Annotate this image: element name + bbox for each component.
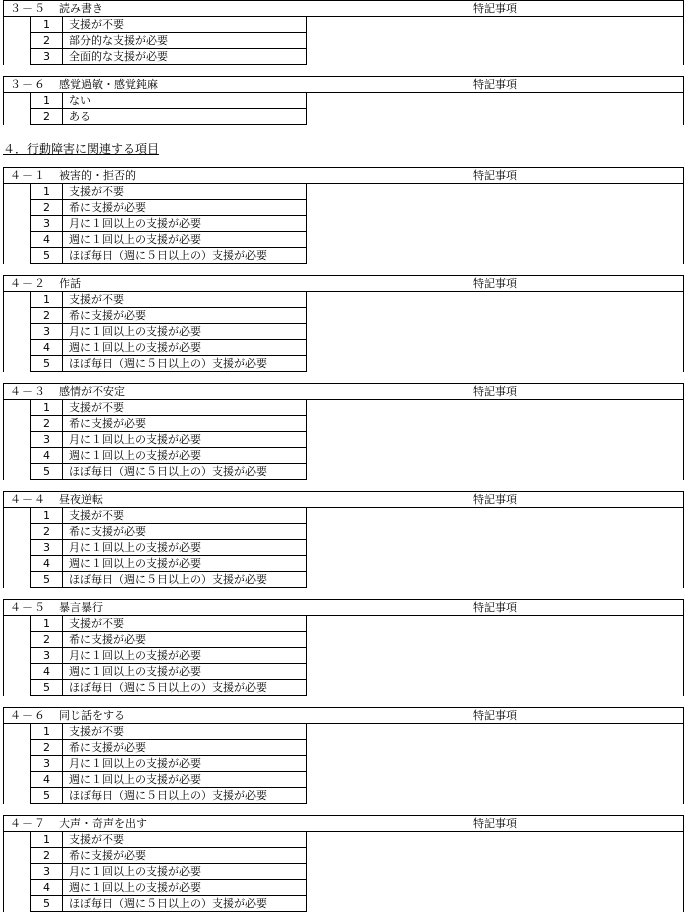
item-number: ４－５ xyxy=(10,601,46,614)
option-label: 支援が不要 xyxy=(69,617,124,630)
special-notes-field[interactable] xyxy=(306,508,683,588)
option-row[interactable] xyxy=(30,432,307,448)
option-number: 3 xyxy=(31,540,63,555)
option-row[interactable] xyxy=(30,572,307,588)
option-label: 希に支援が必要 xyxy=(69,633,146,646)
special-notes-field[interactable] xyxy=(306,184,683,264)
item-header xyxy=(4,600,683,616)
item-header xyxy=(4,1,683,17)
option-label: ほぼ毎日（週に５日以上の）支援が必要 xyxy=(69,357,267,370)
item-title: 作話 xyxy=(59,277,81,290)
option-row[interactable] xyxy=(30,416,307,432)
option-label: 支援が不要 xyxy=(69,833,124,846)
special-notes-header: 特記事項 xyxy=(473,817,517,830)
option-row[interactable] xyxy=(30,524,307,540)
option-number: 2 xyxy=(31,33,63,48)
option-label: ある xyxy=(69,110,91,123)
option-row[interactable] xyxy=(30,616,307,632)
option-label: 月に１回以上の支援が必要 xyxy=(69,217,201,230)
option-label: 月に１回以上の支援が必要 xyxy=(69,757,201,770)
option-number: 1 xyxy=(31,184,63,199)
item-header xyxy=(4,168,683,184)
option-label: 週に１回以上の支援が必要 xyxy=(69,233,201,246)
option-label: 部分的な支援が必要 xyxy=(69,34,168,47)
option-row[interactable] xyxy=(30,184,307,200)
option-row[interactable] xyxy=(30,756,307,772)
option-row[interactable] xyxy=(30,880,307,896)
options-area xyxy=(4,292,683,372)
special-notes-field[interactable] xyxy=(306,724,683,804)
item-title: 感情が不安定 xyxy=(59,385,125,398)
option-label: 週に１回以上の支援が必要 xyxy=(69,449,201,462)
option-label: 支援が不要 xyxy=(69,18,124,31)
option-row[interactable] xyxy=(30,17,307,33)
option-row[interactable] xyxy=(30,632,307,648)
option-number: 5 xyxy=(31,464,63,479)
assessment-item xyxy=(3,167,684,264)
option-label: 支援が不要 xyxy=(69,401,124,414)
item-header xyxy=(4,77,683,93)
option-row[interactable] xyxy=(30,724,307,740)
option-label: 希に支援が必要 xyxy=(69,525,146,538)
options-area xyxy=(4,93,683,125)
option-number: 2 xyxy=(31,416,63,431)
options-area xyxy=(4,17,683,65)
option-row[interactable] xyxy=(30,232,307,248)
options-area xyxy=(4,616,683,696)
option-label: 支援が不要 xyxy=(69,509,124,522)
option-number: 4 xyxy=(31,340,63,355)
option-number: 3 xyxy=(31,216,63,231)
assessment-item xyxy=(3,76,684,125)
assessment-item xyxy=(3,599,684,696)
option-number: 4 xyxy=(31,772,63,787)
special-notes-field[interactable] xyxy=(306,17,683,65)
option-label: 月に１回以上の支援が必要 xyxy=(69,865,201,878)
option-number: 2 xyxy=(31,632,63,647)
special-notes-field[interactable] xyxy=(306,832,683,912)
option-row[interactable] xyxy=(30,448,307,464)
option-label: 支援が不要 xyxy=(69,725,124,738)
special-notes-field[interactable] xyxy=(306,292,683,372)
assessment-item xyxy=(3,275,684,372)
option-number: 2 xyxy=(31,524,63,539)
option-label: 月に１回以上の支援が必要 xyxy=(69,325,201,338)
item-number: ４－１ xyxy=(10,169,46,182)
item-title: 被害的・拒否的 xyxy=(59,169,136,182)
option-row[interactable] xyxy=(30,248,307,264)
option-row[interactable] xyxy=(30,49,307,65)
special-notes-header: 特記事項 xyxy=(473,78,517,91)
option-row[interactable] xyxy=(30,896,307,912)
special-notes-field[interactable] xyxy=(306,616,683,696)
option-row[interactable] xyxy=(30,464,307,480)
option-row[interactable] xyxy=(30,556,307,572)
option-label: 月に１回以上の支援が必要 xyxy=(69,433,201,446)
option-row[interactable] xyxy=(30,109,307,125)
option-number: 1 xyxy=(31,832,63,847)
option-number: 3 xyxy=(31,648,63,663)
assessment-item xyxy=(3,491,684,588)
section-heading: ４．行動障害に関連する項目 xyxy=(3,142,160,156)
item-number: ４－２ xyxy=(10,277,46,290)
item-number: ３－５ xyxy=(10,2,46,15)
assessment-item xyxy=(3,0,684,65)
option-number: 5 xyxy=(31,680,63,695)
option-row[interactable] xyxy=(30,864,307,880)
item-title: 読み書き xyxy=(59,2,103,15)
option-label: 週に１回以上の支援が必要 xyxy=(69,341,201,354)
option-label: 全面的な支援が必要 xyxy=(69,50,168,63)
option-row[interactable] xyxy=(30,324,307,340)
option-row[interactable] xyxy=(30,680,307,696)
special-notes-header: 特記事項 xyxy=(473,493,517,506)
assessment-item xyxy=(3,815,684,912)
options-area xyxy=(4,724,683,804)
special-notes-header: 特記事項 xyxy=(473,169,517,182)
option-row[interactable] xyxy=(30,848,307,864)
item-title: 昼夜逆転 xyxy=(59,493,103,506)
options-area xyxy=(4,400,683,480)
assessment-item xyxy=(3,383,684,480)
option-number: 1 xyxy=(31,724,63,739)
option-number: 1 xyxy=(31,17,63,32)
item-number: ３－６ xyxy=(10,78,46,91)
option-label: 支援が不要 xyxy=(69,293,124,306)
special-notes-field[interactable] xyxy=(306,400,683,480)
option-row[interactable] xyxy=(30,216,307,232)
option-number: 5 xyxy=(31,896,63,911)
item-header xyxy=(4,816,683,832)
option-number: 3 xyxy=(31,864,63,879)
option-number: 3 xyxy=(31,49,63,64)
option-row[interactable] xyxy=(30,308,307,324)
option-row[interactable] xyxy=(30,772,307,788)
option-row[interactable] xyxy=(30,33,307,49)
special-notes-header: 特記事項 xyxy=(473,385,517,398)
option-number: 4 xyxy=(31,556,63,571)
item-number: ４－４ xyxy=(10,493,46,506)
option-label: 週に１回以上の支援が必要 xyxy=(69,665,201,678)
option-label: 週に１回以上の支援が必要 xyxy=(69,557,201,570)
option-row[interactable] xyxy=(30,664,307,680)
options-area xyxy=(4,508,683,588)
option-number: 2 xyxy=(31,200,63,215)
option-number: 2 xyxy=(31,848,63,863)
special-notes-header: 特記事項 xyxy=(473,2,517,15)
option-label: 週に１回以上の支援が必要 xyxy=(69,881,201,894)
option-label: ほぼ毎日（週に５日以上の）支援が必要 xyxy=(69,465,267,478)
option-number: 3 xyxy=(31,324,63,339)
options-area xyxy=(4,184,683,264)
option-row[interactable] xyxy=(30,788,307,804)
option-label: 希に支援が必要 xyxy=(69,309,146,322)
option-row[interactable] xyxy=(30,200,307,216)
item-header xyxy=(4,276,683,292)
option-label: ほぼ毎日（週に５日以上の）支援が必要 xyxy=(69,789,267,802)
item-number: ４－７ xyxy=(10,817,46,830)
special-notes-header: 特記事項 xyxy=(473,601,517,614)
item-title: 同じ話をする xyxy=(59,709,125,722)
option-row[interactable] xyxy=(30,540,307,556)
option-row[interactable] xyxy=(30,648,307,664)
option-label: ない xyxy=(69,94,91,107)
option-number: 5 xyxy=(31,788,63,803)
option-row[interactable] xyxy=(30,292,307,308)
option-number: 4 xyxy=(31,448,63,463)
option-number: 3 xyxy=(31,756,63,771)
option-row[interactable] xyxy=(30,356,307,372)
option-row[interactable] xyxy=(30,93,307,109)
option-label: 月に１回以上の支援が必要 xyxy=(69,649,201,662)
option-number: 2 xyxy=(31,109,63,124)
option-number: 3 xyxy=(31,432,63,447)
option-number: 4 xyxy=(31,664,63,679)
option-row[interactable] xyxy=(30,832,307,848)
option-number: 2 xyxy=(31,308,63,323)
option-number: 2 xyxy=(31,740,63,755)
option-label: 支援が不要 xyxy=(69,185,124,198)
option-row[interactable] xyxy=(30,340,307,356)
option-number: 1 xyxy=(31,93,63,108)
option-number: 1 xyxy=(31,508,63,523)
assessment-item xyxy=(3,707,684,804)
option-label: ほぼ毎日（週に５日以上の）支援が必要 xyxy=(69,573,267,586)
option-label: 希に支援が必要 xyxy=(69,741,146,754)
option-label: 希に支援が必要 xyxy=(69,417,146,430)
item-header xyxy=(4,384,683,400)
item-header xyxy=(4,708,683,724)
special-notes-header: 特記事項 xyxy=(473,277,517,290)
special-notes-header: 特記事項 xyxy=(473,709,517,722)
options-area xyxy=(4,832,683,912)
option-label: 月に１回以上の支援が必要 xyxy=(69,541,201,554)
item-header xyxy=(4,492,683,508)
option-label: 週に１回以上の支援が必要 xyxy=(69,773,201,786)
item-number: ４－６ xyxy=(10,709,46,722)
option-number: 4 xyxy=(31,880,63,895)
option-label: ほぼ毎日（週に５日以上の）支援が必要 xyxy=(69,249,267,262)
option-number: 4 xyxy=(31,232,63,247)
option-label: 希に支援が必要 xyxy=(69,201,146,214)
option-number: 1 xyxy=(31,616,63,631)
option-row[interactable] xyxy=(30,508,307,524)
item-number: ４－３ xyxy=(10,385,46,398)
item-title: 大声・奇声を出す xyxy=(59,817,147,830)
special-notes-field[interactable] xyxy=(306,93,683,125)
option-label: 希に支援が必要 xyxy=(69,849,146,862)
option-number: 5 xyxy=(31,356,63,371)
item-title: 感覚過敏・感覚鈍麻 xyxy=(59,78,158,91)
option-number: 1 xyxy=(31,292,63,307)
option-number: 1 xyxy=(31,400,63,415)
option-number: 5 xyxy=(31,572,63,587)
option-number: 5 xyxy=(31,248,63,263)
option-label: ほぼ毎日（週に５日以上の）支援が必要 xyxy=(69,681,267,694)
option-row[interactable] xyxy=(30,400,307,416)
item-title: 暴言暴行 xyxy=(59,601,103,614)
option-label: ほぼ毎日（週に５日以上の）支援が必要 xyxy=(69,897,267,910)
option-row[interactable] xyxy=(30,740,307,756)
